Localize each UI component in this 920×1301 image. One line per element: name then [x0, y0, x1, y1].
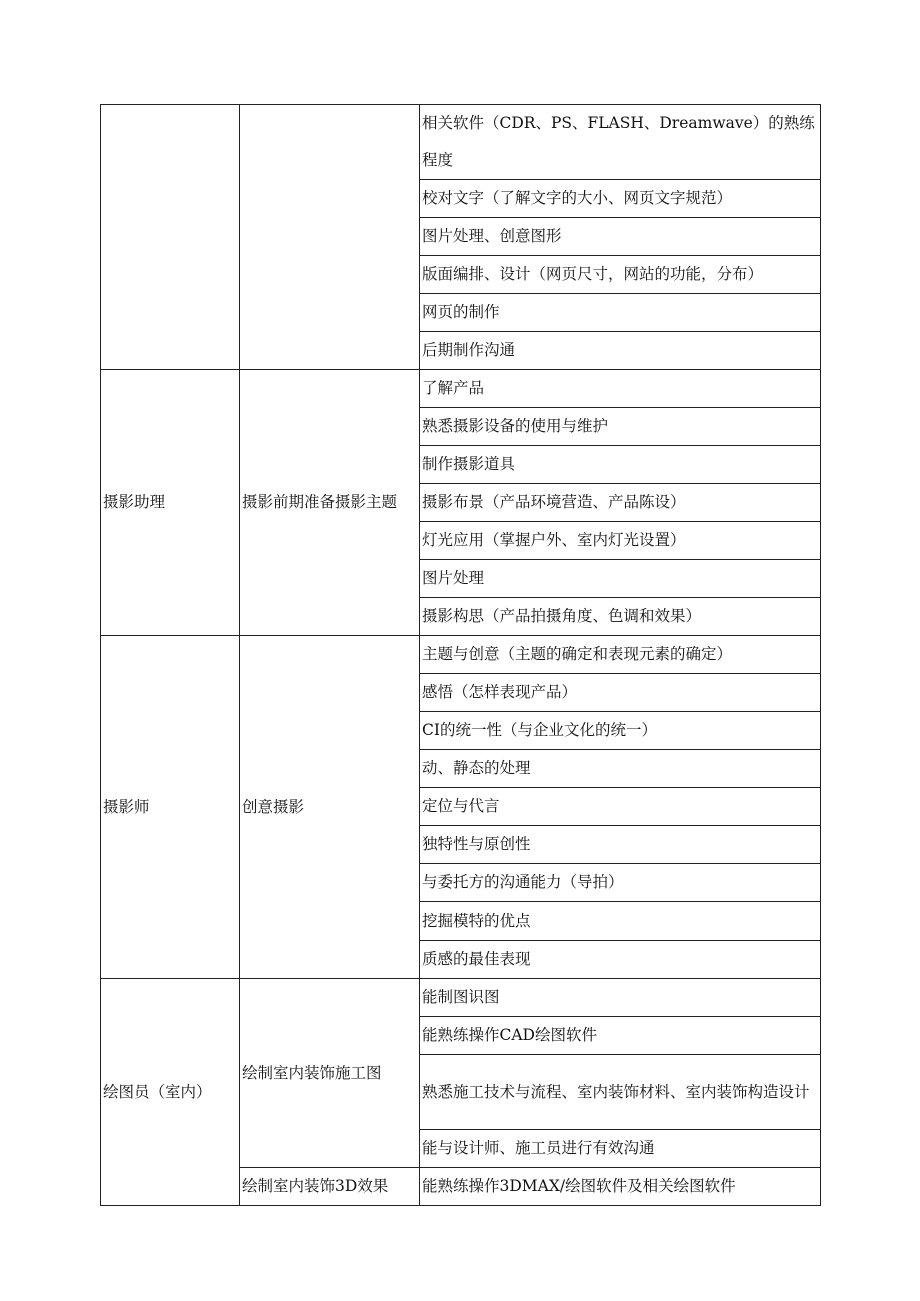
detail-cell: 摄影布景（产品环境营造、产品陈设） — [420, 484, 821, 522]
detail-cell: 感悟（怎样表现产品） — [420, 674, 821, 712]
table-row — [101, 979, 821, 1017]
detail-cell: 与委托方的沟通能力（导拍） — [420, 864, 821, 902]
task-cell: 绘制室内装饰施工图 — [240, 979, 420, 1168]
task-cell: 绘制室内装饰3D效果 — [240, 1168, 420, 1206]
role-cell: 摄影师 — [101, 636, 240, 979]
detail-cell: 独特性与原创性 — [420, 826, 821, 864]
detail-cell: 主题与创意（主题的确定和表现元素的确定） — [420, 636, 821, 674]
document-page — [100, 104, 820, 1206]
role-cell-blank — [101, 105, 240, 370]
detail-cell: 定位与代言 — [420, 788, 821, 826]
detail-cell: 网页的制作 — [420, 294, 821, 332]
role-cell: 摄影助理 — [101, 370, 240, 636]
task-cell: 创意摄影 — [240, 636, 420, 979]
role-cell: 绘图员（室内） — [101, 979, 240, 1206]
detail-cell: 图片处理、创意图形 — [420, 218, 821, 256]
detail-cell: 了解产品 — [420, 370, 821, 408]
detail-cell: 熟悉施工技术与流程、室内装饰材料、室内装饰构造设计 — [420, 1055, 821, 1130]
detail-cell: 版面编排、设计（网页尺寸，网站的功能，分布） — [420, 256, 821, 294]
detail-cell: 灯光应用（掌握户外、室内灯光设置） — [420, 522, 821, 560]
detail-cell: 相关软件（CDR、PS、FLASH、Dreamwave）的熟练程度 — [420, 105, 821, 180]
detail-cell: 能熟练操作CAD绘图软件 — [420, 1017, 821, 1055]
detail-cell: 校对文字（了解文字的大小、网页文字规范） — [420, 180, 821, 218]
job-skill-table — [100, 104, 821, 1206]
detail-cell: CI的统一性（与企业文化的统一） — [420, 712, 821, 750]
detail-cell: 能与设计师、施工员进行有效沟通 — [420, 1130, 821, 1168]
detail-cell: 摄影构思（产品拍摄角度、色调和效果） — [420, 598, 821, 636]
task-cell: 摄影前期准备摄影主题 — [240, 370, 420, 636]
detail-cell: 能熟练操作3DMAX/绘图软件及相关绘图软件 — [420, 1168, 821, 1206]
detail-cell: 挖掘模特的优点 — [420, 902, 821, 941]
table-row — [101, 105, 821, 180]
detail-cell: 动、静态的处理 — [420, 750, 821, 788]
detail-cell: 图片处理 — [420, 560, 821, 598]
detail-cell: 质感的最佳表现 — [420, 941, 821, 979]
detail-cell: 熟悉摄影设备的使用与维护 — [420, 408, 821, 446]
detail-cell: 制作摄影道具 — [420, 446, 821, 484]
table-row — [101, 370, 821, 408]
detail-cell: 后期制作沟通 — [420, 332, 821, 370]
table-row — [101, 636, 821, 674]
detail-cell: 能制图识图 — [420, 979, 821, 1017]
task-cell-blank — [240, 105, 420, 370]
